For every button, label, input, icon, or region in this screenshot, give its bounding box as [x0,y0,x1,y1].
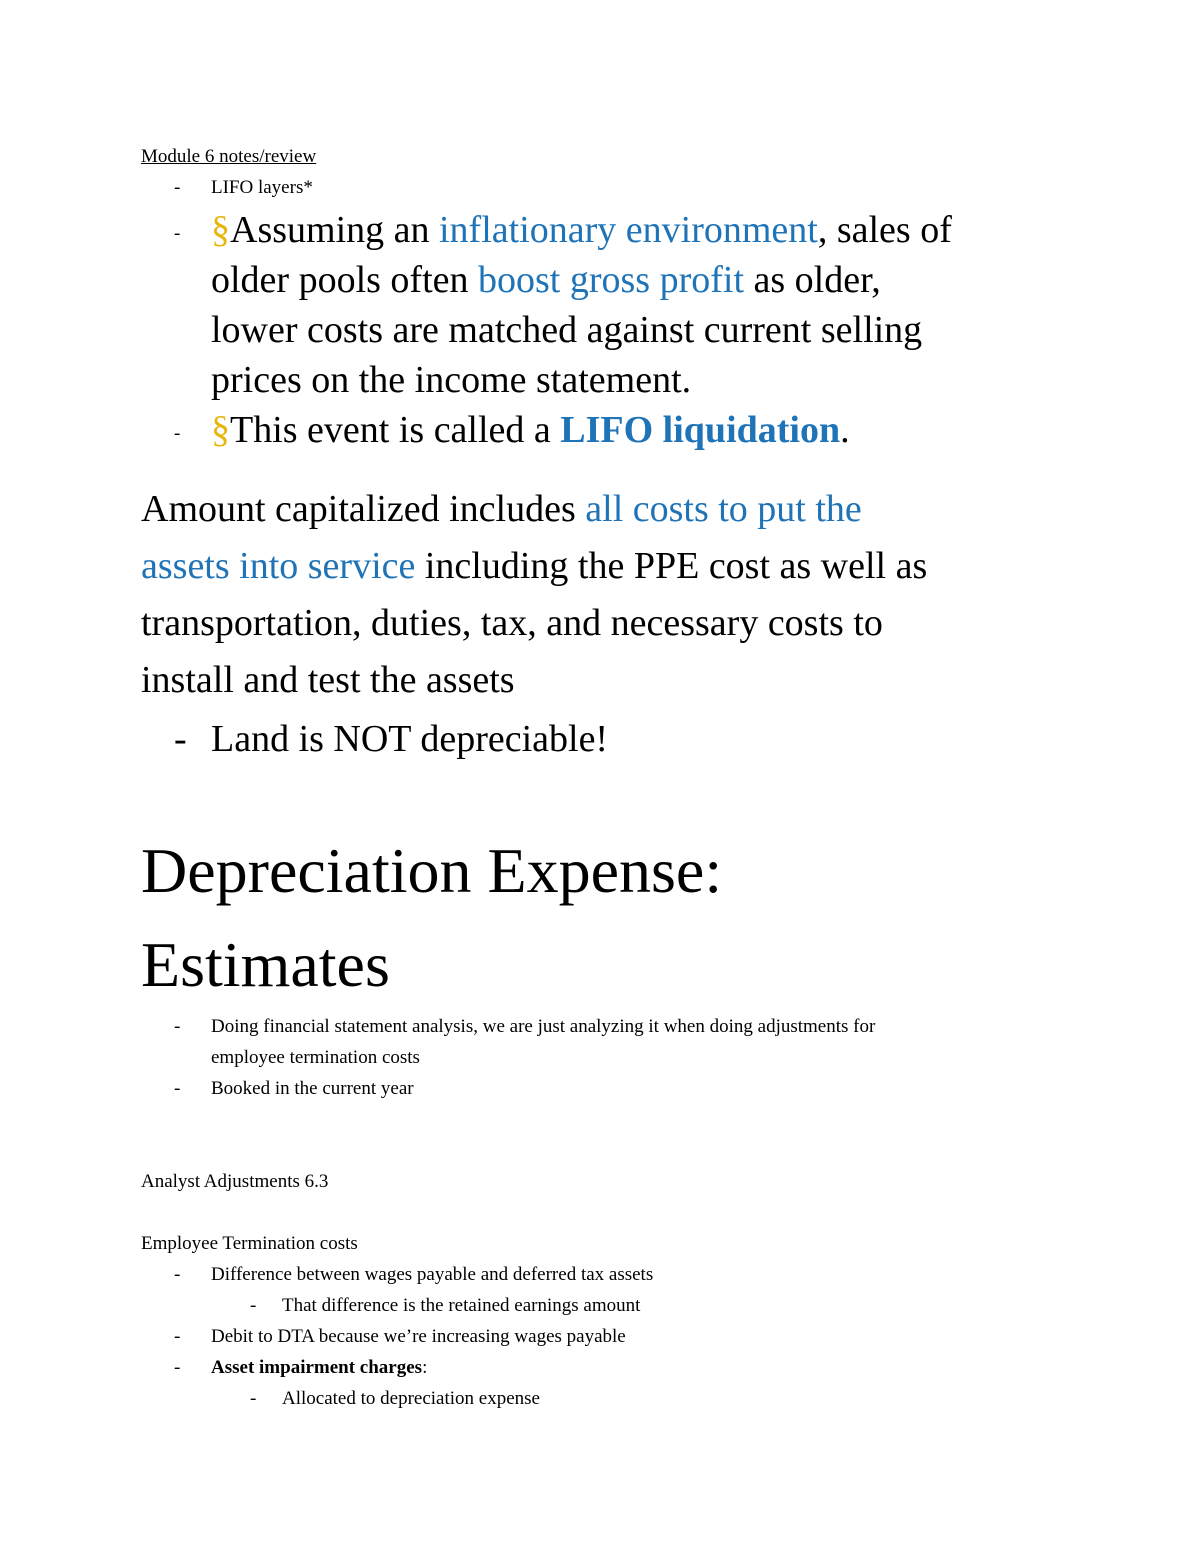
section-marker-icon: § [211,409,230,451]
highlight-text: LIFO liquidation [560,409,841,451]
bullet-dash: - [174,423,181,444]
section-marker-icon: § [211,209,230,251]
bullet-dash: - [250,1388,257,1409]
lifo-item-2-line-2: older pools often boost gross profit as older, [211,259,881,301]
module-title: Module 6 notes/review [141,146,317,167]
estimates-item-2: Booked in the current year [211,1078,414,1099]
capitalized-line-4: install and test the assets [141,659,515,701]
highlight-text: inflationary environment [439,209,818,251]
bullet-dash: - [174,1016,181,1037]
bullet-dash: - [174,223,181,244]
termination-title: Employee Termination costs [141,1233,358,1254]
termination-item-1-sub: That difference is the retained earnings amount [282,1295,641,1316]
capitalized-line-2: assets into service including the PPE cost as well as [141,545,928,587]
bullet-dash: - [174,1357,181,1378]
highlight-text: boost gross profit [478,259,745,301]
termination-item-1: Difference between wages payable and deferred tax assets [211,1264,654,1285]
bullet-dash: - [174,718,187,760]
bullet-dash: - [174,1326,181,1347]
capitalized-line-3: transportation, duties, tax, and necessary costs to [141,602,883,644]
termination-item-3-sub: Allocated to depreciation expense [282,1388,540,1409]
highlight-text: all costs to put the [585,488,862,530]
bullet-dash: - [174,1078,181,1099]
bullet-dash: - [250,1295,257,1316]
bold-text: Asset impairment charges [211,1357,423,1378]
heading-line-2: Estimates [141,929,390,1000]
highlight-text: assets into service [141,545,416,587]
estimates-item-1-line-2: employee termination costs [211,1047,420,1068]
analyst-title: Analyst Adjustments 6.3 [141,1171,329,1192]
lifo-item-2-line-4: prices on the income statement. [211,359,692,401]
lifo-item-2-line-1: §Assuming an inflationary environment, sales of [211,209,952,251]
capitalized-sub-item: Land is NOT depreciable! [211,718,609,760]
lifo-item-1: LIFO layers* [211,177,313,198]
bullet-dash: - [174,177,181,198]
lifo-item-3: §This event is called a LIFO liquidation. [211,409,850,451]
termination-item-3: Asset impairment charges: [211,1357,428,1378]
heading-line-1: Depreciation Expense: [141,835,723,906]
estimates-item-1-line-1: Doing financial statement analysis, we are just analyzing it when doing adjustments for [211,1016,876,1037]
lifo-item-2-line-3: lower costs are matched against current selling [211,309,923,351]
bullet-dash: - [174,1264,181,1285]
capitalized-line-1: Amount capitalized includes all costs to put the [141,488,862,530]
termination-item-2: Debit to DTA because we’re increasing wages payable [211,1326,626,1347]
